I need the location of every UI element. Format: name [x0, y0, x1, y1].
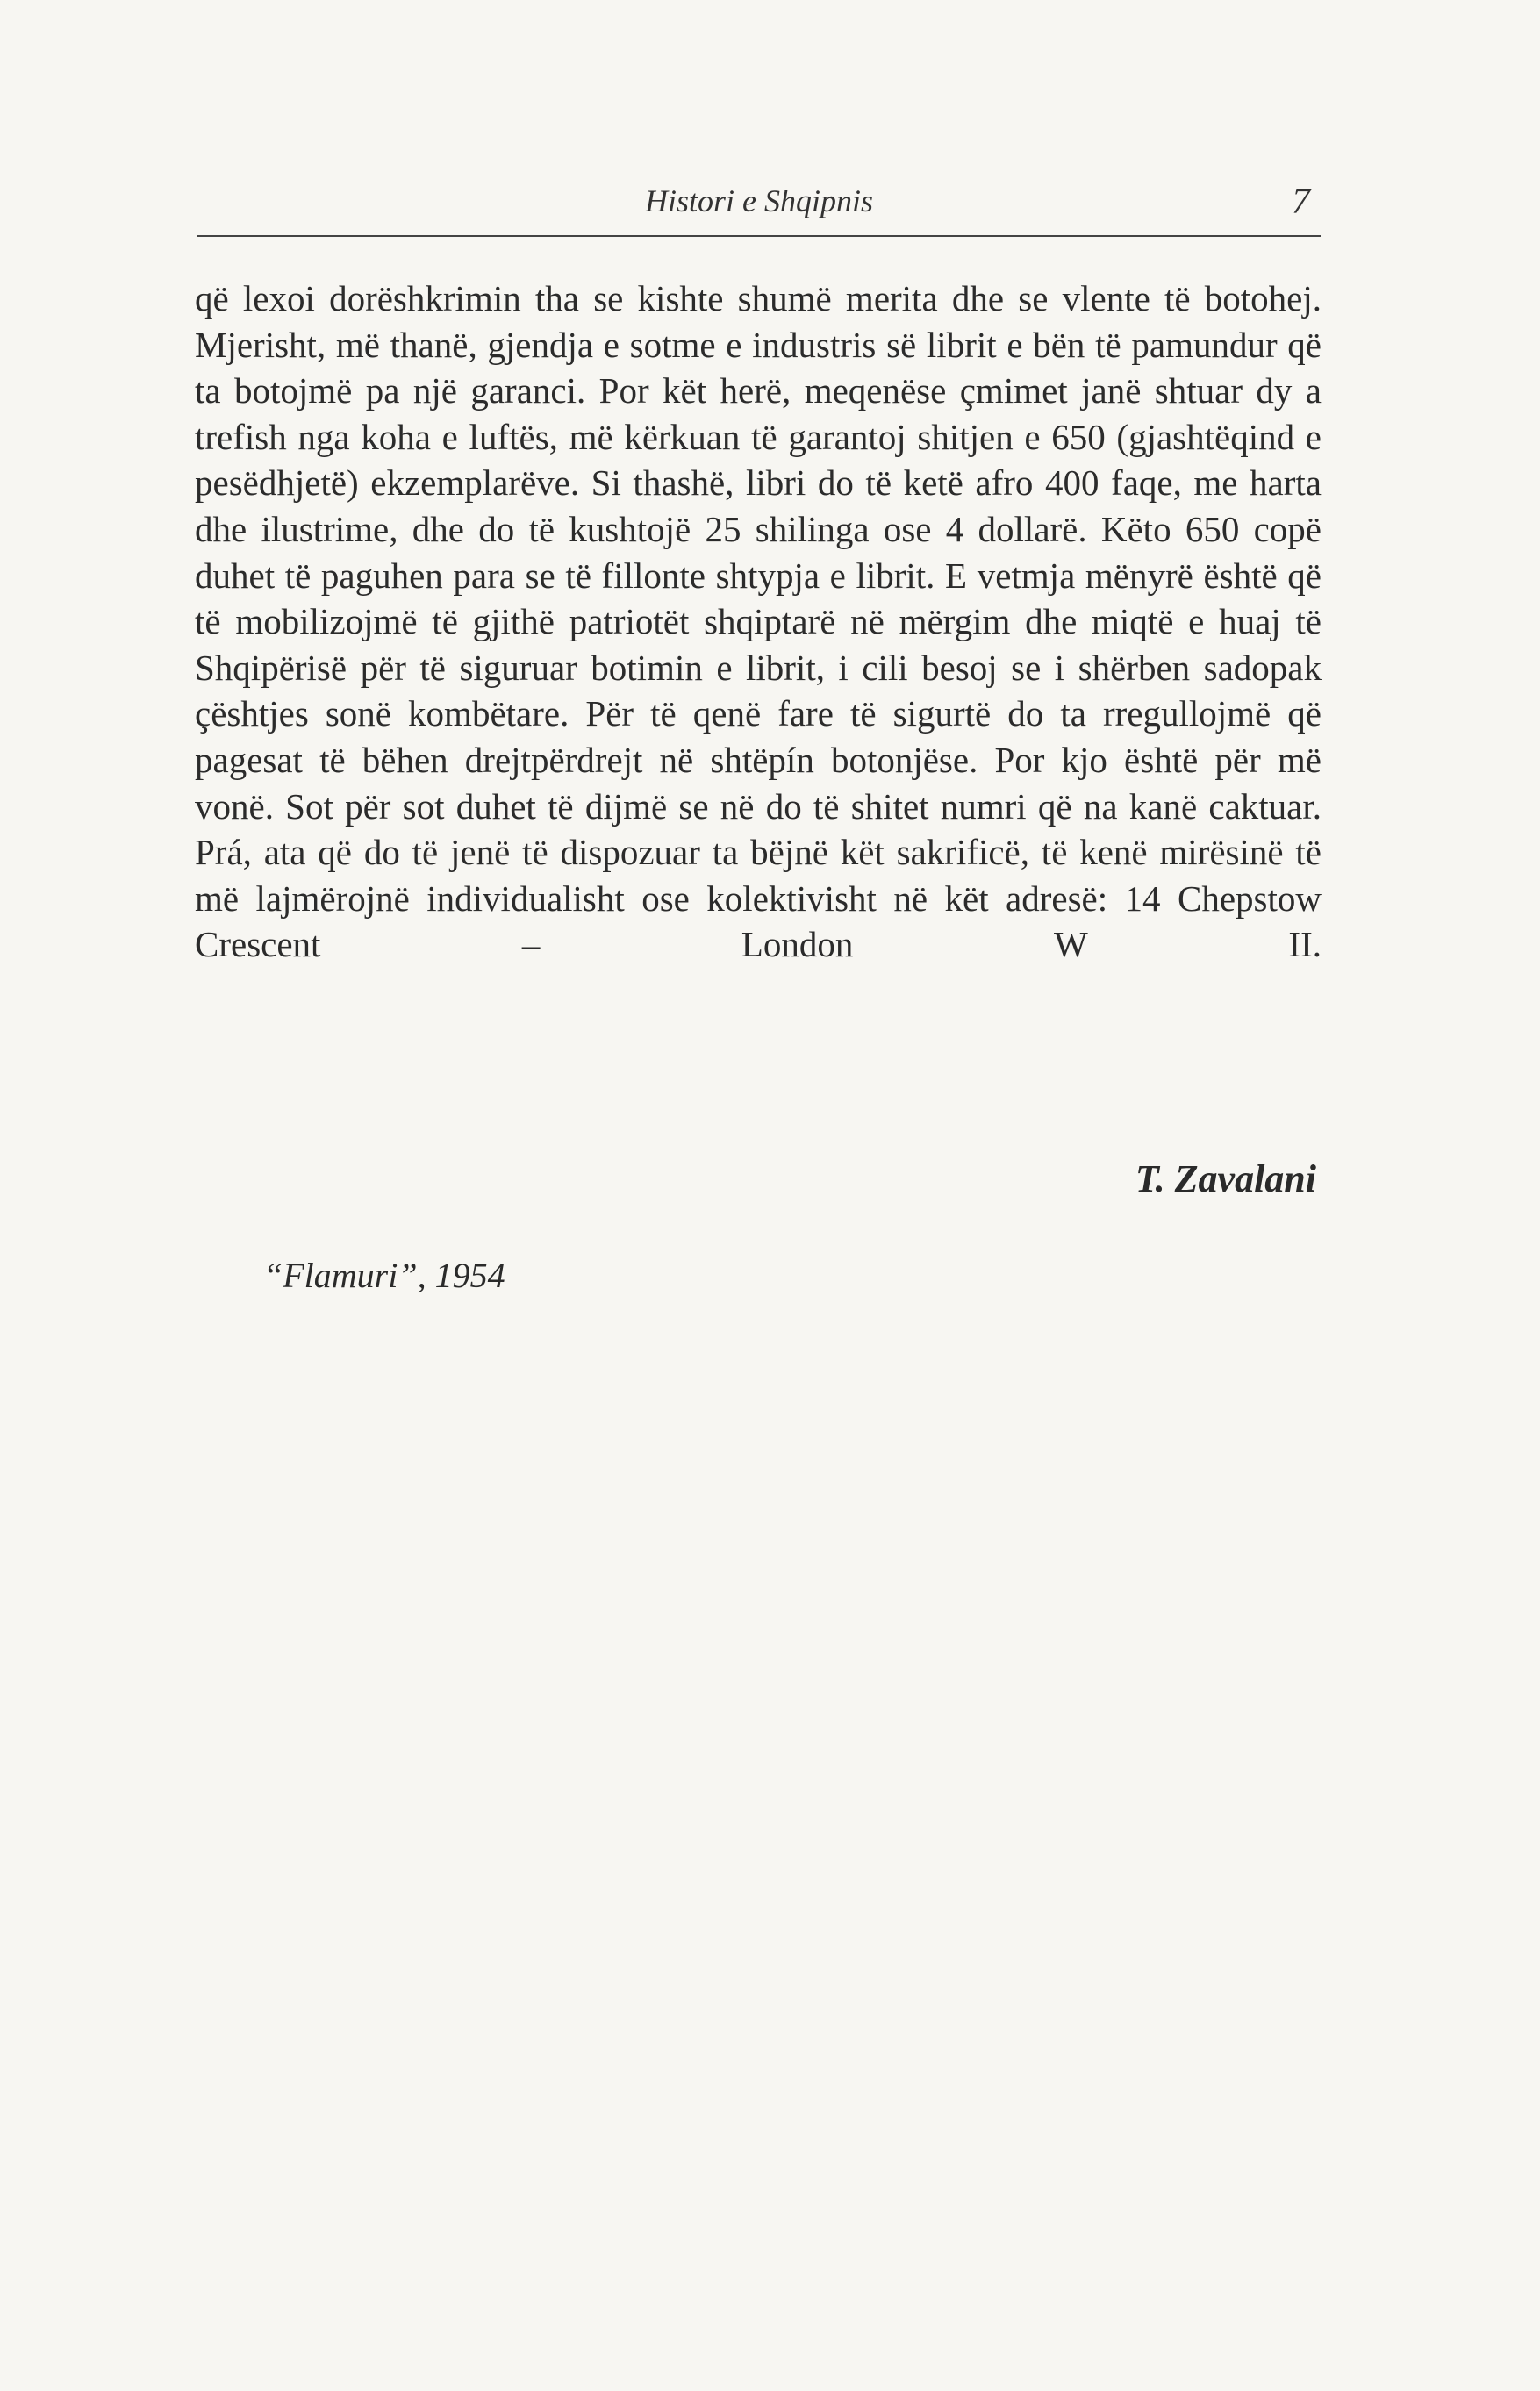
body-paragraph: që lexoi dorëshkrimin tha se kishte shumë merita dhe se vlente të botohej. Mjerisht, më thanë, gjendja e sotme e industris së librit e bën të pamundur që ta botojmë pa një garanci. Por kët herë, meqenëse çmimet janë shtuar dy a trefish nga koha e luftës, më kërkuan të garantoj shitjen e 650 (gjashtëqind e pesëdhjetë) ekzemplarëve. Si thashë, libri do të ketë afro 400 faqe, me harta dhe ilustrime, dhe do të kushtojë 25 shilinga ose 4 dollarë. Këto 650 copë duhet të paguhen para se të fillonte shtypja e librit. E vetmja mënyrë është që të mobilizojmë të gjithë patriotët shqiptarë në mërgim dhe miqtë e huaj të Shqipërisë për të siguruar botimin e librit, i cili besoj se i shërben sadopak çështjes sonë kombëtare. Për të qenë fare të sigurtë do ta rregullojmë që pagesat të bëhen drejtpërdrejt në shtëpín botonjëse. Por kjo është për më vonë. Sot për sot duhet të dijmë se në do të shitet numri që na kanë caktuar. Prá, ata që do të jenë të dispozuar ta bëjnë kët sakrificë, të kenë mirësinë të më lajmërojnë individualisht ose kolektivisht në kët adresë: 14 Chepstow Crescent – London W II.: [195, 278, 1322, 965]
author-signature: T. Zavalani: [1135, 1157, 1316, 1200]
running-title: Histori e Shqipnis: [644, 183, 873, 218]
running-head: [197, 175, 1321, 228]
source-citation: “Flamuri”, 1954: [263, 1256, 505, 1295]
header-rule: [197, 235, 1321, 237]
body-text: [195, 276, 1322, 968]
page-number: 7: [1292, 182, 1310, 222]
